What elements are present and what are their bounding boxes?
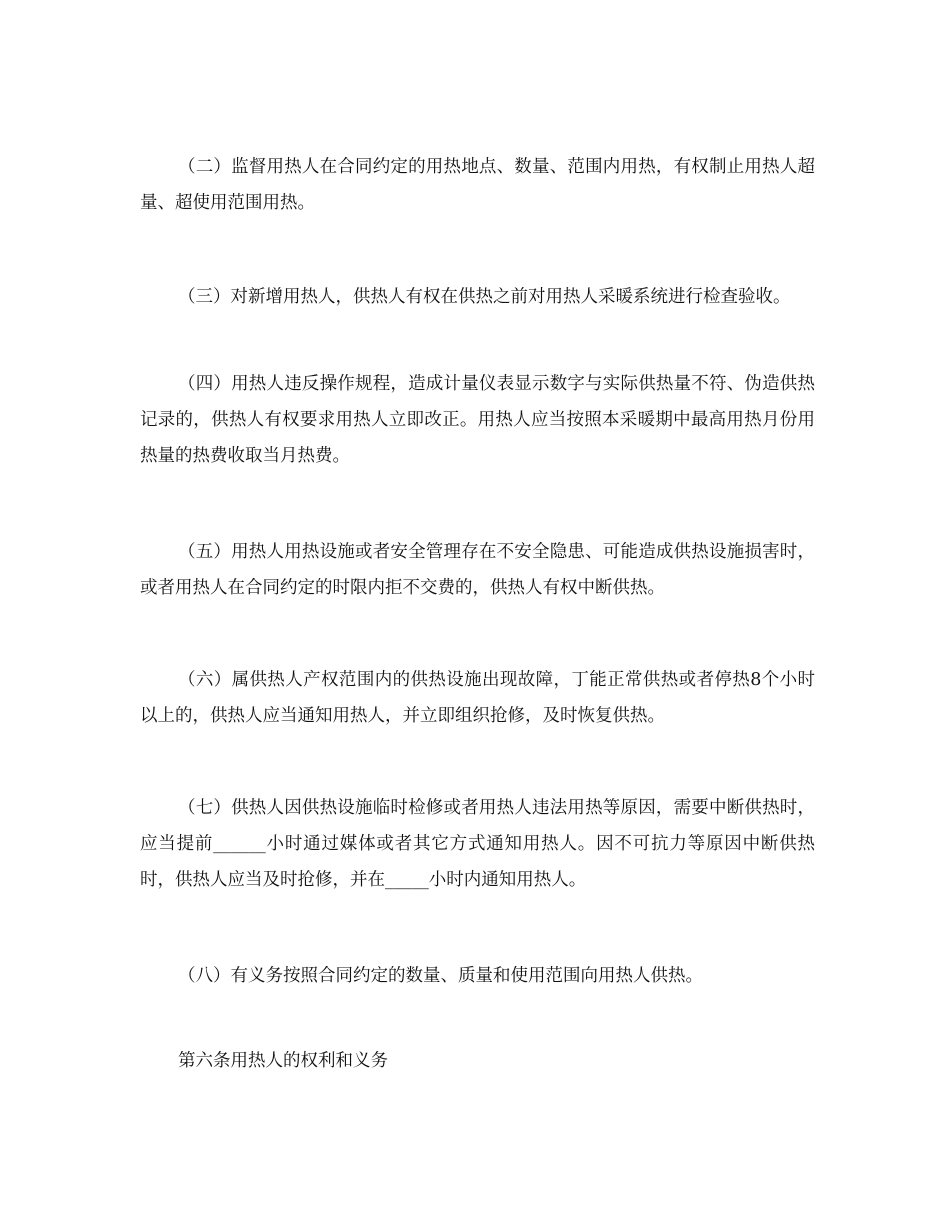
clause-paragraph-4: （四）用热人违反操作规程，造成计量仪表显示数字与实际供热量不符、伪造供热记录的，供热人有权要求用热人立即改正。用热人应当按照本采暖期中最高用热月份用热量的热费收取当月热费。 [140, 374, 815, 466]
clause-paragraph-5: （五）用热人用热设施或者安全管理存在不安全隐患、可能造成供热设施损害时，或者用热人在合同约定的时限内拒不交费的，供热人有权中断供热。 [140, 542, 815, 598]
clause-paragraph-7: （七）供热人因供热设施临时检修或者用热人违法用热等原因，需要中断供热时，应当提前______小时通过媒体或者其它方式通知用热人。因不可抗力等原因中断供热时，供热人应当及时抢修，并在_____小时内通知用热人。 [140, 798, 815, 890]
clause-paragraph-6: （六）属供热人产权范围内的供热设施出现故障，丁能正常供热或者停热8个小时以上的，供热人应当通知用热人，并立即组织抢修，及时恢复供热。 [140, 670, 815, 726]
clause-paragraph-2: （二）监督用热人在合同约定的用热地点、数量、范围内用热，有权制止用热人超量、超使用范围用热。 [140, 157, 815, 213]
clause-paragraph-3: （三）对新增用热人，供热人有权在供热之前对用热人采暖系统进行检查验收。 [178, 287, 791, 307]
clause-paragraph-8: （八）有义务按照合同约定的数量、质量和使用范围向用热人供热。 [178, 966, 703, 986]
article-heading: 第六条用热人的权利和义务 [178, 1051, 388, 1071]
